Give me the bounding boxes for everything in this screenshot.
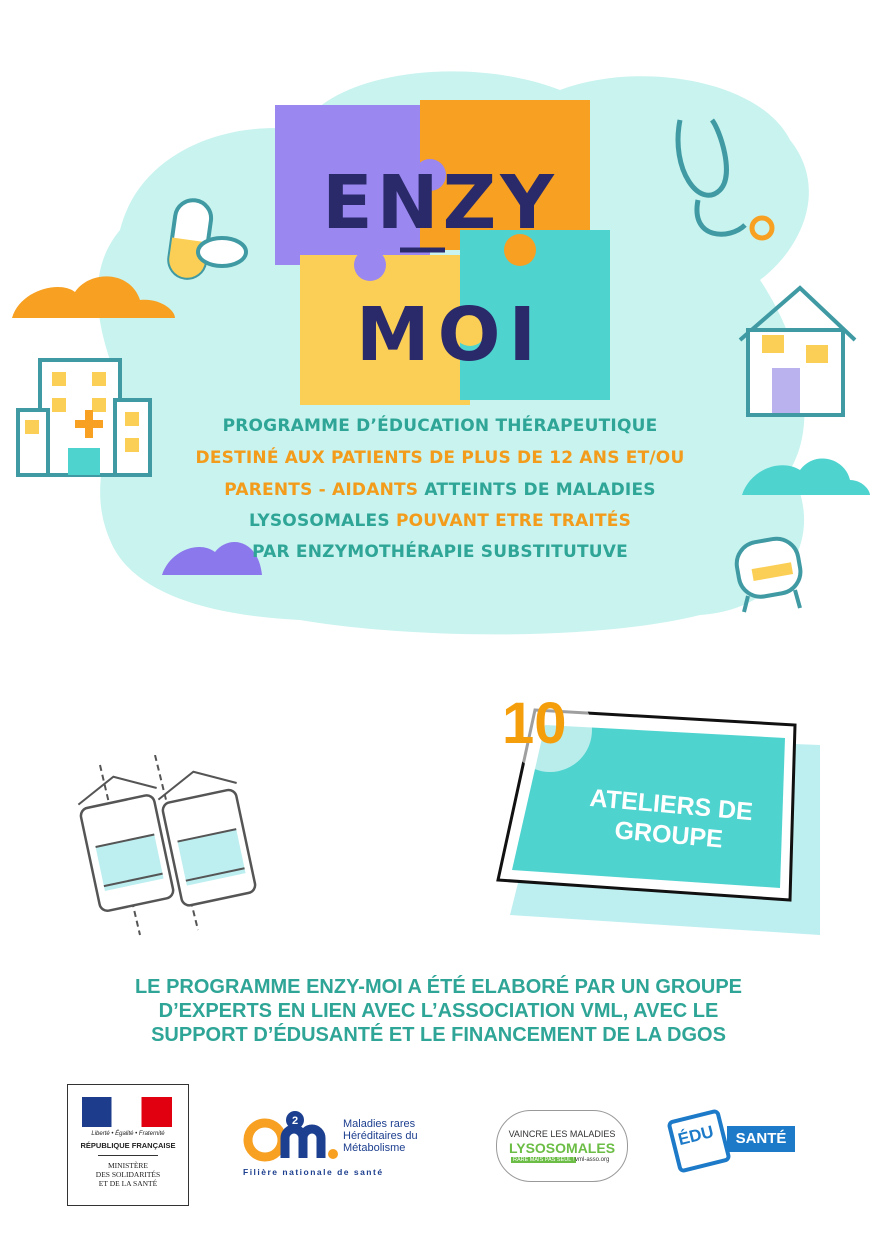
edusante-left: ÉDU bbox=[676, 1121, 716, 1150]
workshop-label-line2: GROUPE bbox=[613, 816, 724, 854]
svg-text:2: 2 bbox=[291, 1115, 299, 1127]
g2m-tagline: Filière nationale de santé bbox=[243, 1167, 384, 1177]
program-line-4 bbox=[150, 511, 730, 531]
workshop-label-line1: ATELIERS DE bbox=[588, 783, 754, 827]
credits-line3: SUPPORT D’ÉDUSANTÉ ET LE FINANCEMENT DE LA DGOS bbox=[151, 1024, 726, 1046]
program-line-3 bbox=[150, 480, 730, 500]
program-line-segment: PARENTS - AIDANTS bbox=[224, 480, 425, 500]
republique-motto: Liberté • Égalité • Fraternité bbox=[91, 1131, 165, 1137]
program-line-2 bbox=[150, 448, 730, 468]
program-line-segment: ATTEINTS DE MALADIES bbox=[424, 480, 656, 500]
infusion-bags-icon bbox=[60, 755, 260, 945]
program-line-segment: PROGRAMME D’ÉDUCATION THÉRAPEUTIQUE bbox=[222, 416, 658, 436]
vml-site: vml-asso.org bbox=[575, 1157, 610, 1163]
program-line-segment: POUVANT ETRE TRAITÉS bbox=[395, 511, 632, 531]
credits-line1: LE PROGRAMME ENZY-MOI A ÉTÉ ELABORÉ PAR UN GROUPE bbox=[134, 976, 743, 998]
program-line-segment: DESTINÉ AUX PATIENTS DE PLUS DE 12 ANS ET/OU bbox=[195, 448, 685, 468]
program-line-segment: PAR ENZYMOTHÉRAPIE SUBSTITUTUVE bbox=[252, 542, 628, 562]
hero-title-enzy: ENZY bbox=[322, 160, 558, 246]
g2m-line2: Héréditaires du bbox=[343, 1130, 418, 1142]
ministry-line1: MINISTÈRE bbox=[108, 1161, 148, 1170]
hero-title-moi: MOI bbox=[355, 292, 545, 378]
edusante-logo bbox=[672, 1108, 797, 1168]
edusante-right: SANTÉ bbox=[727, 1126, 795, 1152]
vml-line2: LYSOSOMALES bbox=[508, 1140, 616, 1156]
credits-text bbox=[40, 975, 837, 1047]
program-line-1 bbox=[150, 416, 730, 436]
g2m-line1: Maladies rares bbox=[343, 1118, 416, 1130]
vml-line1: VAINCRE LES MALADIES bbox=[508, 1129, 616, 1139]
g2m-line3: Métabolisme bbox=[343, 1142, 406, 1154]
republique-name: RÉPUBLIQUE FRANÇAISE bbox=[80, 1141, 176, 1150]
republique-francaise-logo bbox=[67, 1084, 189, 1206]
credits-line2: D’EXPERTS EN LIEN AVEC L’ASSOCIATION VML, AVEC LE bbox=[158, 1000, 719, 1022]
program-line-5 bbox=[150, 542, 730, 562]
workshop-count: 10 bbox=[502, 691, 567, 756]
vml-logo bbox=[496, 1110, 628, 1182]
program-line-segment: LYSOSOMALES bbox=[248, 511, 396, 531]
g2m-mark-icon bbox=[243, 1110, 343, 1170]
ministry-line3: ET DE LA SANTÉ bbox=[98, 1179, 158, 1188]
ministry-line2: DES SOLIDARITÉS bbox=[95, 1170, 161, 1179]
vml-tagline: RARE MAIS PAS SEUL ! bbox=[513, 1157, 575, 1163]
g2m-logo bbox=[243, 1110, 443, 1180]
marianne-flag-icon bbox=[82, 1097, 172, 1127]
